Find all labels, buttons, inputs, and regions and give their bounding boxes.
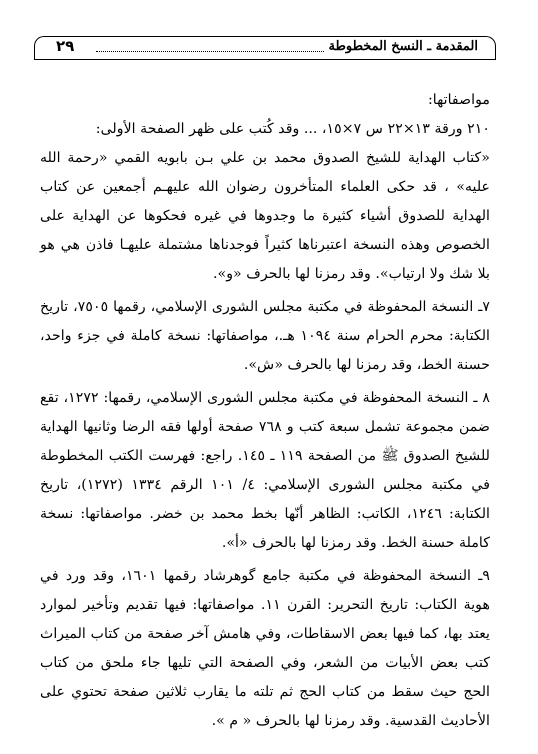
header-rule: [34, 59, 496, 60]
paragraph-quotation: «كتاب الهداية للشيخ الصدوق محمد بن علي بـن بابويه القمي «رحمة الله عليه» ، قد حكى العلماء المتأخرون رضوان الله عليهـم أجمعين عن كتاب الهداية للصدوق أشياء كثيرة ما وجدوها في غيره فحكوها عن الهداية على الخصوص وهذه النسخة اعتبرناها كثيراً فوجدناها مشتملة عليهـا فاذن هي هو بلا شك ولا ارتياب». وقد رمزنا لها بالحرف «و».: [40, 150, 490, 282]
running-header: [34, 30, 496, 64]
paragraph-manuscript-7: ٧ـ النسخة المحفوظة في مكتبة مجلس الشورى الإسلامي، رقمها ٧٥٠٥، تاريخ الكتابة: محرم الحرام سنة ١٠٩٤ هـ.، مواصفاتها: نسخة كاملة في جزء واحد، حسنة الخط، وقد رمزنا لها بالحرف «ش».: [40, 299, 490, 373]
paragraph-specs-details: ٢١٠ ورقة ١٣×٢٢ س ٧×١٥، ... وقد كُتب على ظهر الصفحة الأولى:: [95, 121, 490, 137]
paragraph-manuscript-8: ٨ ـ النسخة المحفوظة في مكتبة مجلس الشورى الإسلامي، رقمها: ١٢٧٢، تقع ضمن مجموعة تشمل سبعة كتب و ٧٦٨ صفحة أولها فقه الرضا وثانيها الهداية للشيخ الصدوق ﷺ من الصفحة ١١٩ ـ ١٤٥. راجع: فهرست الكتب المخطوطة في مكتبة مجلس الشورى الإسلامي: ٤/ ١٠١ الرقم ١٣٣٤ (١٢٧٢)، تاريخ الكتابة: ١٢٤٦، الكاتب: الظاهر أنّها بخط محمد بن خضر. مواصفاتها: نسخة كاملة حسنة الخط. وقد رمزنا لها بالحرف «أ».: [40, 390, 491, 551]
paragraph-manuscript-9: ٩ـ النسخة المحفوظة في مكتبة جامع گوهرشاد رقمها ١٦٠١، وقد ورد في هوية الكتاب: تاريخ التحرير: القرن ١١. مواصفاتها: فيها تقديم وتأخير لموارد يعتد بها، كما فيها بعض الاسقاطات، وفي هامش آخر صفحة من كتاب الميراث كتب بعض الأبيات من الشعر، وفي الصفحة التي تليها جاء ملحق من كتاب الحج حيث سقط من كتاب الحج ثم تلته ما يقارب ثلاثين صفحة تحتوي على الأحاديث القدسية. وقد رمزنا لها بالحرف « م ».: [40, 568, 490, 729]
header-title: المقدمة ـ النسخ المخطوطة: [325, 38, 482, 56]
header-dotted-leader: [96, 51, 346, 52]
body-text: [40, 86, 490, 736]
paragraph-specs-label: مواصفاتها:: [427, 92, 490, 108]
page-number: ٢٩: [56, 37, 75, 55]
